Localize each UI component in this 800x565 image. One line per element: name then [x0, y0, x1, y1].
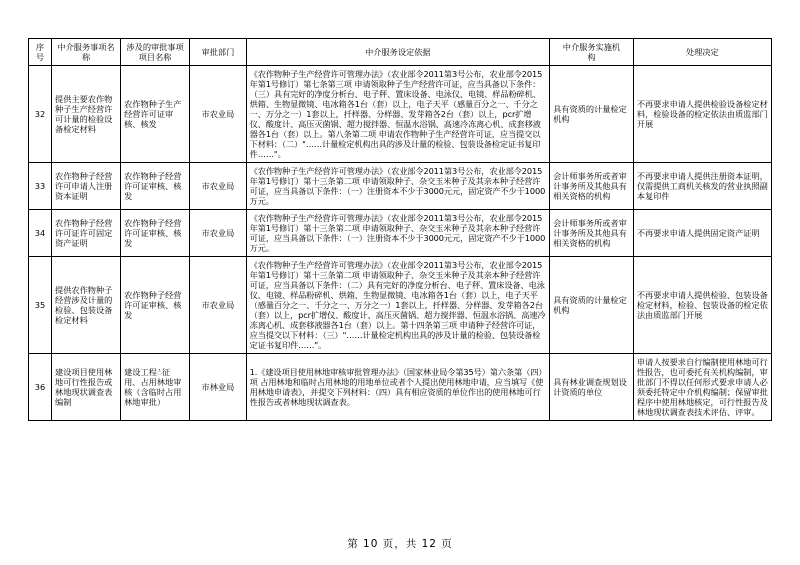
cell-basis: 1.《建设项目使用林地审核审批管理办法》（国家林业局令第35号）第六条第（四）项 占用林地和临时占用林地的用地单位或者个人提出使用林地申请，应当填写《使用林地申请表》，并提交下列材料：（四）具有相应资质的单位作出的使用林地可行性报告或者林地现状调查表。 — [246, 354, 549, 421]
table-row — [29, 66, 772, 163]
cell-department: 市农业局 — [190, 66, 247, 163]
table-row — [29, 257, 772, 354]
cell-basis: 《农作物种子生产经营许可管理办法》（农业部令2011第3号公布，农业部令2015年第1号修订）第十三条第二项 申请领取种子、杂交玉米种子及其亲本种子经营许可证，应当具备以下条件：（二）具有完好的净度分析台、电子秤、置床设备、电泳仪、电镜、样品粉碎机、烘箱、生物显微镜、电冰箱各1台（套）以上，电子天平（感量百分之一、千分之一、万分之一）1套以上，扦样器、分样器、发芽箱各2台（套）以上，pcr扩增仪、酸度计、高压灭菌锅、超力搅拌器、恒温水浴锅、高速冷冻离心机、成套移液器各1台（套）以上。第十四条第三项 申请种子经营许可证，应当提交以下材料：（三）"……计量检定机构出具的涉及计量的检验、包装设备检定证书复印件……"。 — [246, 257, 549, 354]
cell-department: 市林业局 — [190, 354, 247, 421]
cell-department: 市农业局 — [190, 163, 247, 210]
table-row — [29, 354, 772, 421]
column-header-no-line2: 号 — [35, 52, 45, 62]
cell-approval-item: 建设工程ံ征用、占用林地审核（含临时占用林地审批） — [121, 354, 190, 421]
cell-approval-item: 农作物种子经营许可证审核、核发 — [121, 257, 190, 354]
cell-department: 市农业局 — [190, 257, 247, 354]
column-header-no-line1: 序 — [35, 42, 45, 52]
cell-decision: 不再要求申请人提供注册资本证明，仅需提供工商机关核发的营业执照副本复印件 — [633, 163, 771, 210]
column-header-department: 审批部门 — [190, 39, 247, 66]
cell-basis: 《农作物种子生产经营许可管理办法》（农业部令2011第3号公布，农业部令2015年第1号修订）第十三条第二项 申请领取种子、杂交玉米种子及其亲本种子经营许可证，应当具备以下条件：（一）注册资本不少于3000元元，固定资产不少于1000万元。 — [246, 210, 549, 257]
cell-basis: 《农作物种子生产经营许可管理办法》（农业部令2011第3号公布，农业部令2015年第1号修订）第十三条第二项 申请领取种子、杂交玉米种子及其亲本种子经营许可证，应当具备以下条件：（一）注册资本不少于3000元元，固定资产不少于1000万元。 — [246, 163, 549, 210]
cell-no: 35 — [29, 257, 52, 354]
cell-organization: 具有林业调查规划设计资质的单位 — [550, 354, 634, 421]
column-header-approval-item: 涉及的审批事项项目名称 — [121, 39, 190, 66]
intermediary-services-table — [28, 38, 772, 421]
cell-approval-item: 农作物种子生产经营许可证审核、核发 — [121, 66, 190, 163]
cell-organization: 会计师事务所或者审计事务所及其他具有相关资格的机构 — [550, 210, 634, 257]
cell-organization: 具有资质的计量检定机构 — [550, 257, 634, 354]
cell-organization: 具有资质的计量检定机构 — [550, 66, 634, 163]
cell-no: 33 — [29, 163, 52, 210]
column-header-basis: 中介服务设定依据 — [246, 39, 549, 66]
cell-department: 市农业局 — [190, 210, 247, 257]
table-row — [29, 210, 772, 257]
cell-service-name: 农作物种子经营许可申请人注册资本证明 — [52, 163, 121, 210]
cell-no: 36 — [29, 354, 52, 421]
column-header-service-name: 中介服务事项名称 — [52, 39, 121, 66]
table-body — [29, 66, 772, 421]
column-header-organization-line2: 构 — [587, 52, 596, 62]
cell-service-name: 农作物种子经营许可证许可固定资产证明 — [52, 210, 121, 257]
cell-no: 34 — [29, 210, 52, 257]
cell-service-name: 建设项目使用林地可行性报告或林地现状调查表编制 — [52, 354, 121, 421]
cell-decision: 申请人按要求自行编制使用林地可行性报告，也可委托有关机构编制，审批部门不得以任何形式要求申请人必须委托特定中介机构编制；保留审批程序中使用林地核定，可行性报告及林地现状调查表技术评估、评审。 — [633, 354, 771, 421]
cell-decision: 不再要求申请人提供固定资产证明 — [633, 210, 771, 257]
column-header-organization-line1: 中介服务实施机 — [562, 42, 621, 52]
cell-service-name: 提供农作物种子经营涉及计量的检验、包装设备检定材料 — [52, 257, 121, 354]
column-header-organization — [550, 39, 634, 66]
page-footer: 第 10 页，共 12 页 — [347, 538, 453, 550]
cell-no: 32 — [29, 66, 52, 163]
cell-decision: 不再要求申请人提供检验设备检定材料，检验设备的检定依法由质监部门开展 — [633, 66, 771, 163]
table-header — [29, 39, 772, 66]
cell-approval-item: 农作物种子经营许可证审核、核发 — [121, 163, 190, 210]
table-header-row — [29, 39, 772, 66]
cell-service-name: 提供主要农作物种子生产经营许可计量的检验设备检定材料 — [52, 66, 121, 163]
cell-basis: 《农作物种子生产经营许可管理办法》（农业部令2011第3号公布，农业部令2015年第1号修订）第七条第三项 申请领取种子生产经营许可证，应当具备以下条件：（三）具有完好的净度分析台、电子秤、置床设备、电泳仪、电镜、样品粉碎机、烘箱、生物显微镜、电冰箱各1台（套）以上，电子天平（感量百分之一、千分之一、万分之一）1套以上，扦样器、分样器、发芽箱各2台（套）以上，pcr扩增仪、酸度计、高压灭菌锅、超力搅拌器、恒温水浴锅、高速冷冻离心机、成套移液器各1台（套）以上。第八条第二项 申请农作物种子生产经营许可证，应当提交以下材料：（二）"……计量检定机构出具的涉及计量的检验、包装设备检定证书复印件……"。 — [246, 66, 549, 163]
table-row — [29, 163, 772, 210]
column-header-decision: 处理决定 — [633, 39, 771, 66]
cell-approval-item: 农作物种子经营许可证审核、核发 — [121, 210, 190, 257]
column-header-no — [29, 39, 52, 66]
cell-organization: 会计师事务所或者审计事务所及其他具有相关资格的机构 — [550, 163, 634, 210]
cell-decision: 不再要求申请人提供检验、包装设备检定材料，检验、包装设备的检定依法由质监部门开展 — [633, 257, 771, 354]
